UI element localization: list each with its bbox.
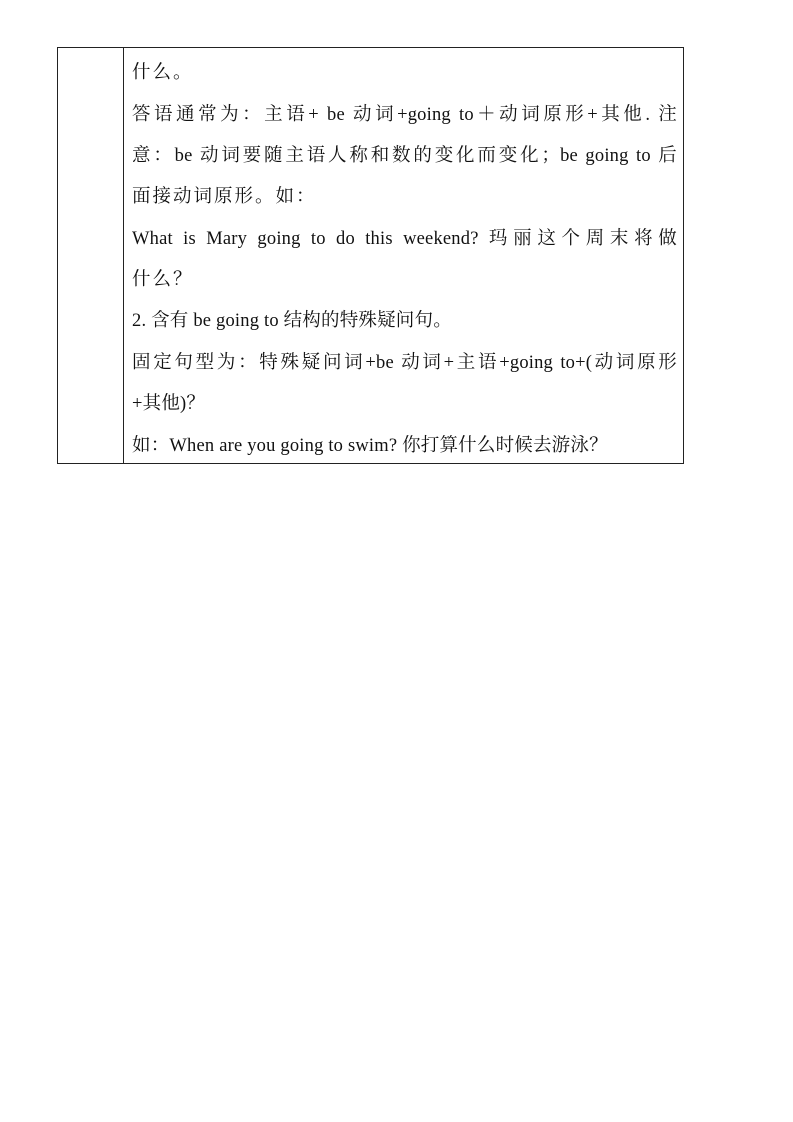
content-table [57,47,684,464]
text-line-5: What is Mary going to do this weekend? 玛丽这个周末将做 [132,229,677,249]
text-line-6: 什么？ [132,270,194,290]
text-line-2: 答语通常为：主语+ be 动词+going to＋动词原形+其他. 注 [132,105,677,125]
text-line-3: 意：be 动词要随主语人称和数的变化而变化；be going to 后 [132,146,677,166]
text-line-10: 如：When are you going to swim? 你打算什么时候去游泳？ [132,436,608,456]
text-line-1: 什么。 [132,63,194,83]
table-left-cell [58,48,124,463]
table-right-cell [124,48,683,463]
text-line-4: 面接动词原形。如： [132,187,317,207]
text-line-8: 固定句型为：特殊疑问词+be 动词+主语+going to+(动词原形 [132,353,677,373]
text-line-9: +其他)？ [132,394,206,414]
text-line-7: 2. 含有 be going to 结构的特殊疑问句。 [132,311,452,331]
